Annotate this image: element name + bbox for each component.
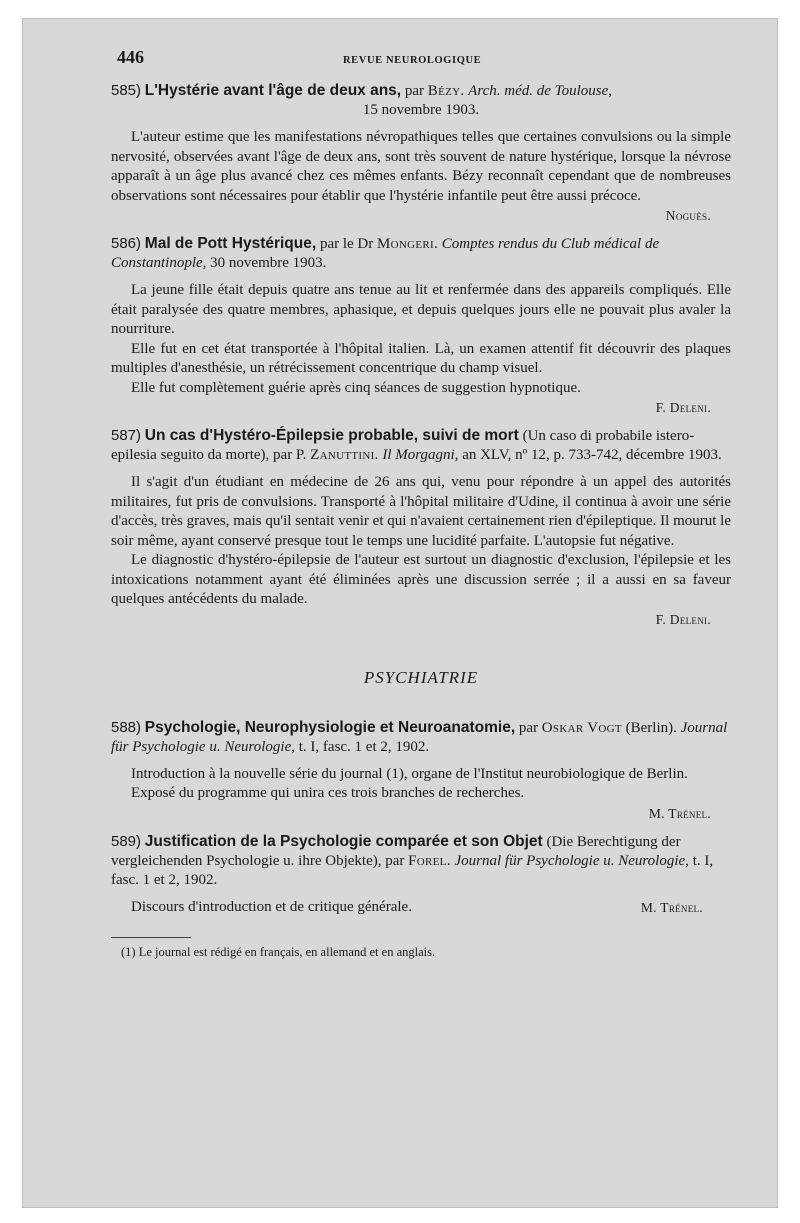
entry-heading: [111, 81, 731, 120]
entry-subtitle: (Un caso di probabile istero-epilesia seguito da morte), par P.: [111, 428, 695, 463]
paragraph: La jeune fille était depuis quatre ans tenue au lit et renfermée dans des appareils compliqués. Elle était paralysée des quatre membres, aphasique, et depuis quelques jours elle ne pouvait plus avaler la nourriture.: [111, 282, 731, 337]
page-header: [111, 43, 731, 71]
scanned-page: [22, 18, 778, 1208]
entry-date: 15 novembre 1903.: [362, 102, 480, 118]
paragraph: Elle fut complètement guérie après cinq séances de suggestion hypnotique.: [131, 379, 581, 396]
entry-587: [111, 426, 731, 628]
paragraph: Le diagnostic d'hystéro-épilepsie de l'auteur est surtout un diagnostic d'exclusion, l'épilepsie et les intoxications notamment ayant été éliminées après une discussion serrée ; il a aussi en sa faveur quelques antécédents du malade.: [111, 552, 731, 607]
paragraph: L'auteur estime que les manifestations névropathiques telles que certaines convulsions ou la simple nervosité, observées avant l'âge de deux ans, sont très souvent de nature hystérique, lorsque la névrose apparaît à un âge plus avancé chez ces mêmes enfants. Bézy reconnaît cependant que de nombreuses observations sont nécessaires pour établir que l'hystérie infantile peut être aussi précoce.: [111, 129, 731, 204]
entry-586: [111, 234, 731, 416]
entry-by: par: [518, 719, 539, 736]
entry-source: Comptes rendus du Club médical de Constantinople,: [111, 236, 660, 271]
entry-heading: [111, 832, 731, 890]
entry-number: 587): [111, 427, 142, 444]
signature: M. Trénel.: [648, 805, 711, 821]
entry-author: Zanuttini.: [310, 447, 379, 463]
entry-date: an XLV, nº 12, p. 733-742, décembre 1903.: [462, 447, 722, 463]
entry-number: 586): [111, 235, 142, 252]
entry-subtitle: (Die Berechtigung der vergleichenden Psychologie u. ihre Objekte), par: [111, 833, 681, 869]
entry-author: Oskar Vogt: [541, 719, 622, 736]
signature: F. Deleni.: [655, 400, 711, 415]
entry-author: Forel.: [408, 852, 451, 869]
entry-heading: [111, 718, 731, 757]
entry-585: [111, 81, 731, 224]
entry-589: [111, 832, 731, 918]
entry-number: 588): [111, 718, 142, 736]
footnote-rule: [111, 937, 191, 938]
entry-title: Un cas d'Hystéro-Épilepsie probable, suivi de mort: [144, 427, 519, 444]
entry-date: t. I, fasc. 1 et 2, 1902.: [111, 852, 714, 888]
entry-588: [111, 718, 731, 822]
page-number: 446: [117, 47, 144, 67]
paragraph: Exposé du programme qui unira ces trois branches de recherches.: [131, 785, 525, 801]
entry-source: Journal für Psychologie u. Neurologie,: [454, 852, 689, 869]
entry-title: L'Hystérie avant l'âge de deux ans,: [144, 82, 402, 99]
entry-location: (Berlin).: [625, 719, 677, 736]
entry-date: 30 novembre 1903.: [210, 255, 327, 271]
paragraph: Il s'agit d'un étudiant en médecine de 26 ans qui, venu pour répondre à un appel des autorités militaires, fut pris de convulsions. Transporté à l'hôpital militaire d'Udine, il continua à avoir une série d'accès, très graves, mais qu'il sentait venir et qui n'avaient certainement rien d'épileptique. Il mourut le soir même, ayant conservé presque tout le temps une lucidité parfaite. L'autopsie fut négative.: [111, 474, 731, 549]
entry-heading: [111, 426, 731, 465]
entry-title: Psychologie, Neurophysiologie et Neuroanatomie,: [144, 718, 516, 736]
entry-source: Arch. méd. de Toulouse,: [468, 83, 613, 99]
entry-source: Journal für Psychologie u. Neurologie,: [111, 719, 728, 755]
page-content: [111, 43, 731, 960]
entry-title: Justification de la Psychologie comparée et son Objet: [144, 832, 543, 850]
signature: M. Trénel.: [640, 899, 703, 915]
paragraph: Introduction à la nouvelle série du journal (1), organe de l'Institut neurobiologique de Berlin.: [131, 765, 688, 782]
footnote: (1) Le journal est rédigé en français, en allemand et en anglais.: [121, 945, 436, 959]
paragraph: [111, 898, 731, 918]
running-head: REVUE NEUROLOGIQUE: [343, 55, 482, 66]
entry-number: 589): [111, 832, 142, 850]
section-title: PSYCHIATRIE: [363, 667, 479, 687]
entry-author: Bézy.: [427, 83, 465, 99]
signature: Noguès.: [665, 208, 711, 223]
entry-heading: [111, 234, 731, 273]
entry-title: Mal de Pott Hystérique,: [144, 235, 317, 252]
entry-source: Il Morgagni,: [382, 447, 459, 463]
entry-by: par: [404, 83, 425, 99]
entry-author: Mongeri.: [377, 236, 439, 252]
entry-number: 585): [111, 82, 142, 99]
paragraph-text: Discours d'introduction et de critique générale.: [131, 898, 412, 915]
paragraph: Elle fut en cet état transportée à l'hôpital italien. Là, un examen attentif fit découvrir des plaques multiples d'anesthésie, un rétrécissement concentrique du champ visuel.: [111, 340, 731, 376]
entry-by: par le Dr: [319, 236, 374, 252]
entry-date: t. I, fasc. 1 et 2, 1902.: [298, 738, 430, 755]
signature: F. Deleni.: [655, 611, 711, 627]
